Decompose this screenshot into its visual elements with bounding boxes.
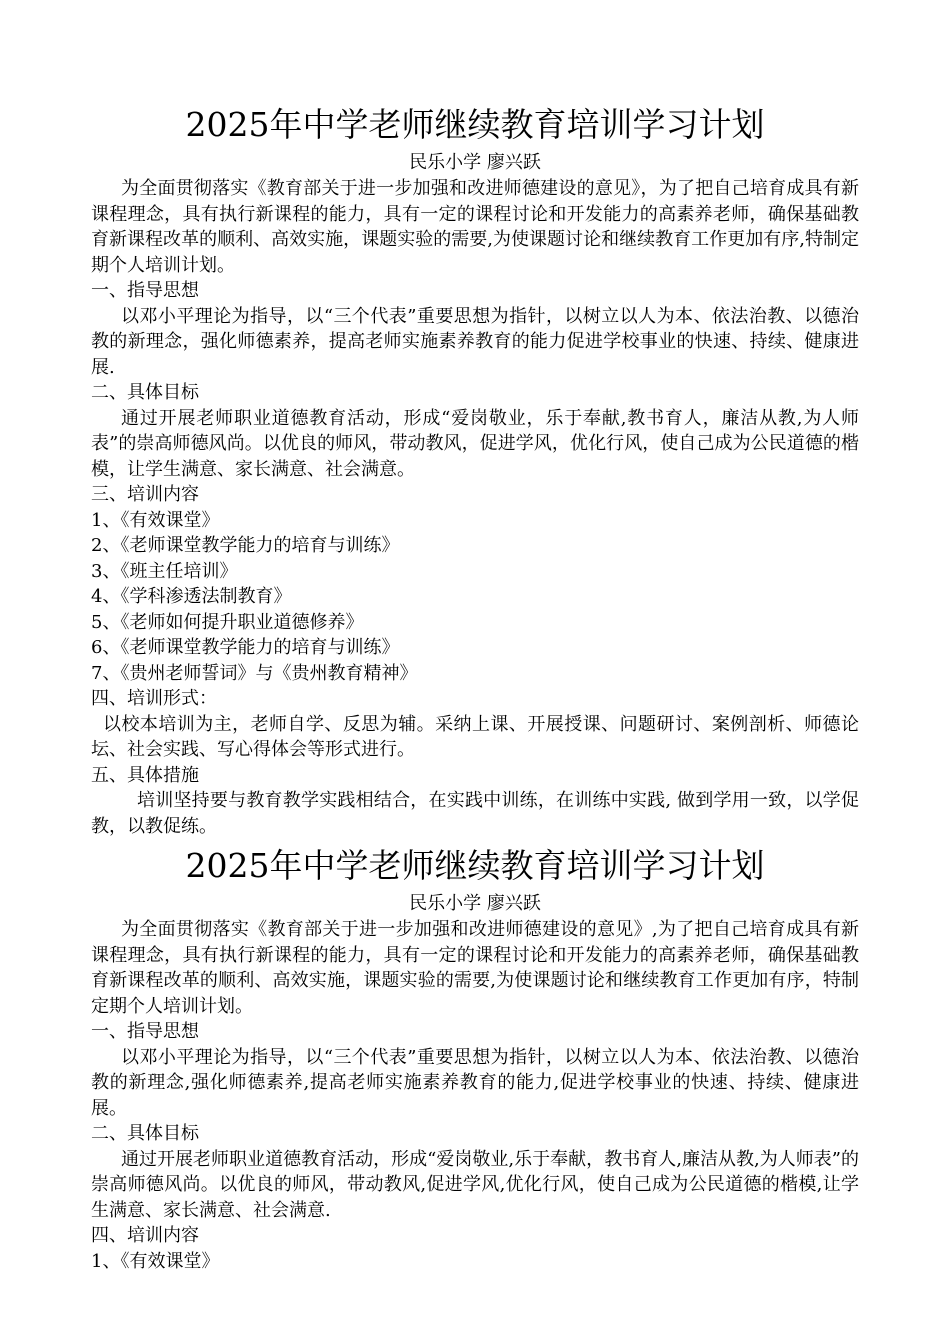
training-content-list [91,1249,859,1275]
plan-section-2 [91,841,859,1274]
list-item: 2、《老师课堂教学能力的培育与训练》 [91,535,400,556]
paragraph-training-form: 以校本培训为主，老师自学、反思为辅。采纳上课、开展授课、问题研讨、案例剖析、师德论坛、社会实践、写心得体会等形式进行。 [91,713,859,760]
intro-paragraph: 为全面贯彻落实《教育部关于进一步加强和改进师德建设的意见》,为了把自己培育成具有新课程理念，具有执行新课程的能力，具有一定的课程讨论和开发能力的高素养老师，确保基础教育新课程改革的顺利、高效实施，课题实验的需要,为使课题讨论和继续教育工作更加有序，特制定期个人培训计划。 [91,919,859,1017]
paragraph-guiding-thought: 以邓小平理论为指导，以“三个代表”重要思想为指针，以树立以人为本、依法治教、以德治教的新理念，强化师德素养，提高老师实施素养教育的能力促进学校事业的快速、持续、健康进展. [91,305,859,378]
heading-training-form: 四、培训形式： [91,688,217,709]
paragraph-specific-measures: 培训坚持要与教育教学实践相结合，在实践中训练，在训练中实践, 做到学用一致，以学促教，以教促练。 [91,790,859,837]
document-title: 2025年中学老师继续教育培训学习计划 [185,105,765,144]
heading-training-content: 四、培训内容 [91,1225,199,1246]
heading-specific-measures: 五、具体措施 [91,764,199,786]
heading-specific-goals: 二、具体目标 [91,382,199,403]
heading-guiding-thought: 一、指导思想 [91,1021,199,1042]
training-content-list [91,508,859,687]
author-line: 民乐小学 廖兴跃 [409,893,541,914]
heading-specific-goals: 二、具体目标 [91,1123,199,1144]
paragraph-guiding-thought: 以邓小平理论为指导，以“三个代表”重要思想为指针，以树立以人为本、依法治教、以德治教的新理念,强化师德素养,提高老师实施素养教育的能力,促进学校事业的快速、持续、健康进展。 [91,1046,859,1119]
list-item: 6、《老师课堂教学能力的培育与训练》 [91,637,400,658]
paragraph-specific-goals: 通过开展老师职业道德教育活动，形成“爱岗敬业,乐于奉献，教书育人,廉洁从教,为人师表”的崇高师德风尚。以优良的师风，带动教风,促进学风,优化行风，使自己成为公民道德的楷模,让学生满意、家长满意、社会满意. [91,1148,859,1221]
paragraph-specific-goals: 通过开展老师职业道德教育活动，形成“爱岗敬业，乐于奉献,教书育人，廉洁从教,为人师表”的崇高师德风尚。以优良的师风，带动教风，促进学风，优化行风，使自己成为公民道德的楷模，让学生满意、家长满意、社会满意。 [91,407,859,480]
list-item: 7、《贵州老师誓词》与《贵州教育精神》 [91,662,418,684]
document-title: 2025年中学老师继续教育培训学习计划 [185,846,765,885]
list-item: 1、《有效课堂》 [91,1250,220,1272]
author-line: 民乐小学 廖兴跃 [409,152,541,173]
list-item: 3、《班主任培训》 [91,560,238,582]
plan-section-1 [91,100,859,839]
document-content [91,100,859,1274]
heading-training-content: 三、培训内容 [91,484,199,505]
intro-paragraph: 为全面贯彻落实《教育部关于进一步加强和改进师德建设的意见》，为了把自己培育成具有新课程理念，具有执行新课程的能力，具有一定的课程讨论和开发能力的高素养老师，确保基础教育新课程改革的顺利、高效实施，课题实验的需要,为使课题讨论和继续教育工作更加有序,特制定期个人培训计划。 [91,178,859,276]
list-item: 1、《有效课堂》 [91,509,220,531]
list-item: 4、《学科渗透法制教育》 [91,586,292,607]
heading-guiding-thought: 一、指导思想 [91,280,199,301]
list-item: 5、《老师如何提升职业道德修养》 [91,611,364,633]
